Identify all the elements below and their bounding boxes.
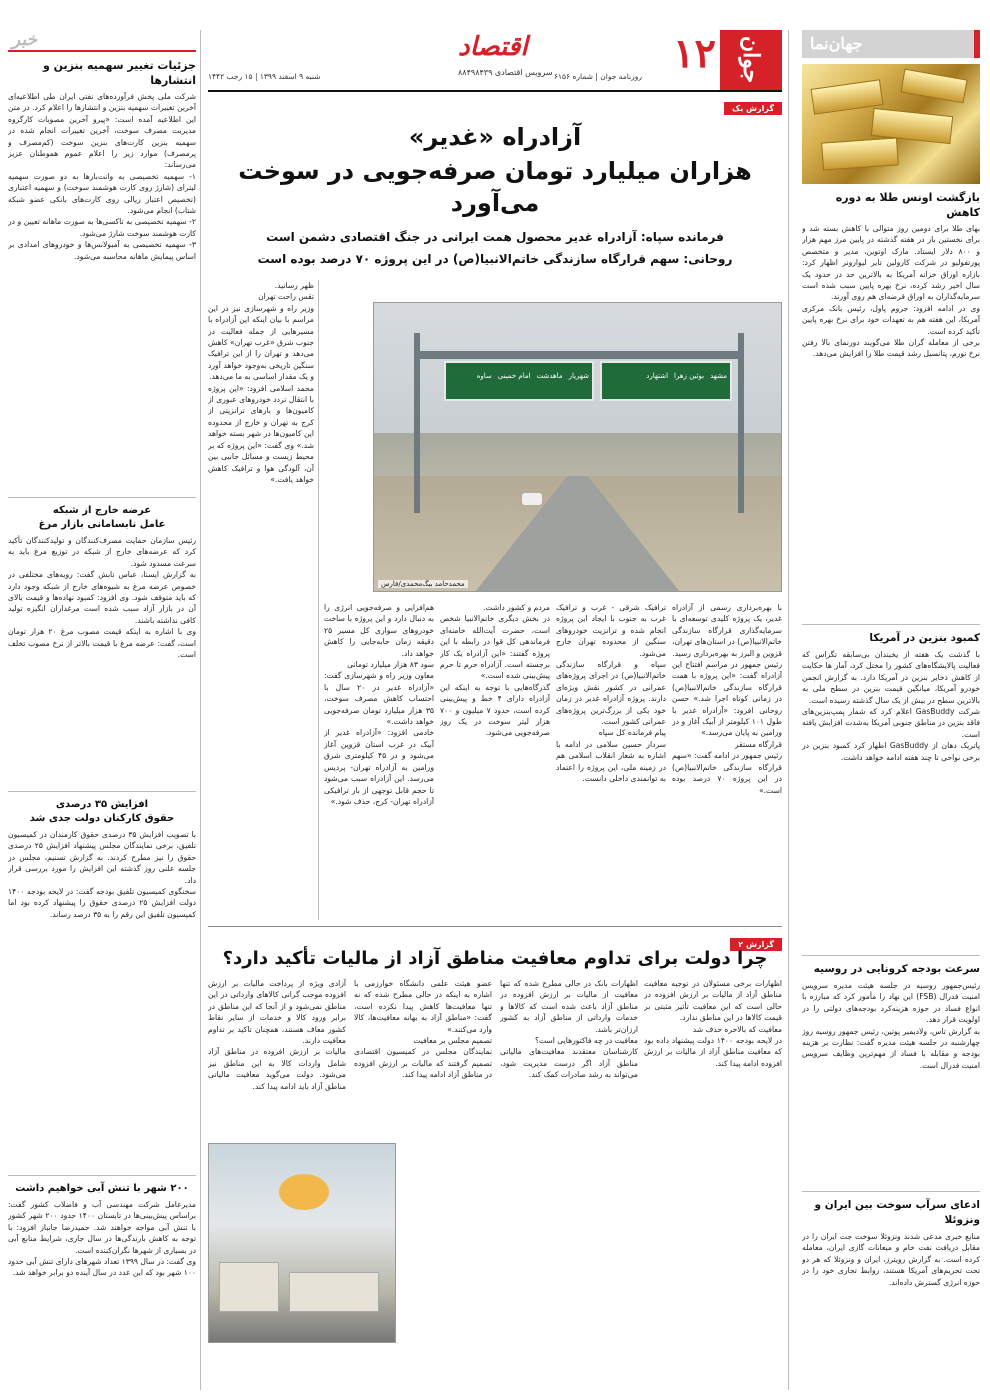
article-column-2: هم‌افزایی و صرفه‌جویی انرژی را به دنبال دارد و این پروژه با ساخت خودروهای سواری کل مسیر ۲۵ دقیقه زمان جابه‌جایی را کاهش خواهد داد. سود ۸۳ هزار میلیارد تومانی معاون وزیر راه و شهرسازی گفت: «آزادراه غدیر در ۲۰ سال با احتساب کاهش مصرف سوخت، ۳۵ هزار میلیارد تومان صرفه‌جویی خواهد داشت.» خادمی افزود: «آزادراه غدیر از آبیک در غرب استان قزوین آغاز می‌شود و در ۴۵ کیلومتری شرق ورامین به آزادراه تهران- پردیس می‌رسد. این آزادراه سبب می‌شود تا حجم قابل توجهی از بار ترافیکی آزادراه تهران- کرج، حذف شود.» [324, 603, 434, 806]
masthead [208, 30, 782, 92]
service-phone: سرویس اقتصادی ۸۸۴۹۸۴۳۹ [458, 68, 553, 77]
section-label: جهان‌نما [810, 34, 863, 53]
story-2-title: کمبود بنزین در آمریکا [869, 632, 980, 644]
story-3-title: افزایش ۳۵ درصدی [55, 799, 149, 810]
story-1-body: شرکت ملی پخش فرآورده‌های نفتی ایران طی اطلاعیه‌ای آخرین تغییرات سهمیه بنزین و انتشارها را اعلام کرد. در متن این اطلاعیه آمده است: «پیرو آخرین مصوبات کارگروه مدیریت مصرف سوخت، آخرین تغییرات انجام شده در سهمیه بنزین کارت‌های بنزین سوخت (کم‌مصرف و پرمصرف) موارد زیر را اعلام عموم هموطنان عزیز می‌رساند: ۱- سهمیه تخصیصی به وانت‌بارها به دو صورت سهمیه لیترای (شارژ روی کارت هوشمند سوخت) و سهمیه اعتباری (تخصیص اعتبار ریالی روی کارت‌های بانکی عضو شبکه شتاب) انجام می‌شود. ۲- سهمیه تخصیصی به تاکسی‌ها به صورت ماهانه تعیین و در کارت هوشمند سوخت شارژ می‌شود. ۳- سهمیه تخصیصی به آمبولانس‌ها و خودروهای امدادی بر اساس پیمایش ماهانه محاسبه می‌شود. [8, 92, 196, 261]
story-4-body: منابع خبری مدعی شدند ونزوئلا سوخت جت ایران را در مقابل دریافت نفت خام و میعانات گازی ایران، معامله کرده است. به گزارش رویترز، ایران و ونزوئلا که هر دو تحت تحریم‌های آمریکا هستند، روابط تجاری خود را در حوزه انرژی گسترش داده‌اند. [802, 1232, 980, 1287]
subheadline-2: روحانی: سهم قرارگاه سازندگی خاتم‌الانبیا(ص) در این پروژه ۷۰ درصد بوده است [257, 252, 733, 266]
jahan-nama-header [802, 30, 980, 58]
page-section-name: اقتصاد [458, 32, 528, 62]
photo-caption: محمدحامد بیگ‌محمدی/فارس [378, 580, 468, 588]
story-3-body: رئیس‌جمهور روسیه در جلسه هیئت مدیره سرویس امنیت فدرال (FSB) این نهاد را مأمور کرد که مبارزه با انواع فساد در حوزه هزینه‌کرد بودجه‌های دولتی را در اولویت قرار دهد. به گزارش تاس، ولادیمیر پوتین، رئیس جمهور روسیه روز چهارشنبه در جلسه هیئت مدیره گفت: نظارت بر هزینه بودجه و مقابله با فساد از مهم‌ترین وظایف سرویس امنیت فدرال است. [802, 981, 980, 1070]
sign-label: بوئین زهرا [674, 372, 705, 380]
report-2-kicker: گزارش ۲ [730, 938, 782, 951]
right-column [802, 30, 980, 1390]
section-label: خبر [12, 30, 38, 50]
sign-label: امام خمینی [497, 372, 531, 380]
gold-bars-photo [802, 64, 980, 184]
subheadline-1: فرمانده سپاه: آزادراه غدیر محصول همت ایرانی در جنگ اقتصادی دشمن است [266, 230, 724, 244]
headline: هزاران میلیارد تومان صرفه‌جویی در سوخت می‌آورد [238, 157, 752, 217]
sign-label: ماهدشت [536, 372, 563, 380]
story-1-title: جزئیات تغییر سهمیه بنزین و انتشارها [42, 59, 196, 87]
divider [802, 1191, 980, 1192]
story-2-subtitle: عامل نابسامانی بازار مرغ [38, 519, 166, 530]
story-1-body: بهای طلا برای دومین روز متوالی با کاهش بسته شد و برای نخستین بار در هفته گذشته در پایین مرز مهم هزار و ۸۰۰ دلار ایستاد. مارک اوتوین، مدیر و متخصص پورتفولیو در شرکت کارولین تایر لیوارونر اظهار کرد: بازاره اوراق خزانه آمریکا به بالاترین حد در حدود یک سال اخیر رشد کرده، نرخ بهره پایین سبب شده است سرمایه‌گذاران به اوراق قرضه‌ای هم روی آورند. وی در ادامه افزود: جروم پاول، رئیس بانک مرکزی آمریکا، این هفته هم به تعهدات خود برای نرخ بهره پایین تأکید کرده است. برخی از معامله گران طلا می‌گویند دورنمای بالا رفتن نرخ تورم، پتانسیل رشد قیمت طلا را افزایش می‌دهد. [802, 224, 980, 359]
main-article [208, 280, 782, 948]
report-kicker: گزارش یک [724, 102, 782, 115]
article-2-headline: چرا دولت برای تداوم معافیت مناطق آزاد از مالیات تأکید دارد؟ [222, 948, 768, 969]
freeway-photo [373, 302, 782, 592]
red-marker [974, 30, 980, 58]
article-column-3: مردم و کشور داشت. در بخش دیگری خاتم‌الانبیا شخص است، حضرت آیت‌الله خامنه‌ای فرماندهی کل قوا در رابطه با این پروژه گفتند: «این آزادراه یک کار برجسته است. آزادراه حرم تا حرم پیش‌بینی شده است.» گذرگاه‌هایی با توجه به اینکه این آزادراه دارای ۴ خط و پیش‌بینی کرده است، حدود ۷ میلیون و ۷۰۰ هزار لیتر سوخت در یک روز صرفه‌جویی می‌شود. [440, 603, 550, 738]
story-4-title: ۲۰۰ شهر با تنش آبی خواهیم داشت [15, 1183, 189, 1194]
newspaper-logo: جوان [720, 30, 782, 90]
story-3-title: سرعت بودجه کرونایی در روسیه [813, 963, 980, 975]
article-2-column-4: اظهارات برخی مسئولان در توجیه معافیت مناطق آزاد از مالیات بر ارزش افزوده در حالی است که این معافیت تأثیر مثبتی بر قیمت کالاها در این مناطق ندارد. معافیت که بالاخره حذف شد در لایحه بودجه ۱۴۰۰ دولت پیشنهاد داده بود که معافیت مناطق آزاد از مالیات بر ارزش افزوده ادامه پیدا کند. [644, 979, 782, 1068]
article-2-column-1: آزادی ویژه از پرداخت مالیات بر ارزش افزوده موجب گرانی کالاهای وارداتی در این مناطق نمی‌شود و از آنجا که این مناطق در برابر ورود کالا و خدمات از سایر نقاط کشور معاف هستند، همچنان تاکید بر تداوم معافیت دارند. مالیات بر ارزش افزوده در مناطق آزاد شامل واردات کالا به این مناطق نیز می‌شود. دولت می‌گوید معافیت مالیاتی مناطق آزاد باید ادامه پیدا کند. [208, 979, 346, 1091]
article-column-1: ظهر رسانید. تقس راحت تهران وزیر راه و شهرسازی نیز در این مراسم با بیان اینکه این آزادراه با مسیرهایی از جمله فعالیت در جنوب شرق «غرب تهران» کاهش می‌دهد و تهران را از این ترافیک سنگین تاریخی به‌وجود خواهد آورد و یک مقدار اساسی به ما می‌دهد. محمد اسلامی افزود: «این پروژه با انتقال تردد خودروهای عبوری از کامیون‌ها و بارهای ترانزیتی از کرج به تهران و خارج از محدوده این کامیون‌ها در شهر بسته خواهد شد.» وی گفت: «این پروژه که بر محیط زیست و مسائل جانبی بین آن، آلودگی هوا و ترافیک کاهش خواهد یافت.» [208, 281, 314, 484]
story-3-subtitle: حقوق کارکنان دولت جدی شد [29, 813, 175, 824]
divider [802, 955, 980, 956]
issue-date: شنبه ۹ اسفند ۱۳۹۹ | ۱۵ رجب ۱۴۴۲ [208, 72, 321, 81]
article-column-4: ترافیک شرقی - غرب و ترافیک غرب به جنوب با ایجاد این پروژه انجام شده و ترانزیت خودروهای سنگین از محدوده تهران خارج می‌شود. سپاه و قرارگاه سازندگی خاتم‌الانبیا(ص) در اجرای پروژه‌های عمرانی در کشور نقش ویژه‌ای دارند. پروژه آزادراه غدیر در زمان خود یکی از بزرگ‌ترین پروژه‌های عمرانی کشور است. پیام فرمانده کل سپاه سردار حسین سلامی در ادامه با اشاره به شعار انقلاب اسلامی هم در زمینه ملی، این پروژه را اعتماد به توانمندی داخلی دانست. [556, 603, 666, 784]
main-content [208, 30, 782, 1390]
article-2-column-3: اظهارات بانک در حالی مطرح شده که تنها معافیت از مالیات بر ارزش افزوده در مناطق آزاد باعث شده است که کالاها و خدمات وارداتی از مناطق آزاد به کشور ارزان‌تر باشد. معافیت در چه فاکتورهایی است؟ کارشناسان معتقدند معافیت‌های مالیاتی مناطق آزاد اگر درست مدیریت شود، می‌تواند به رشد صادرات کمک کند. [500, 979, 638, 1080]
khabar-header [8, 30, 196, 52]
story-2-title: عرضه خارج از شبکه [52, 505, 152, 516]
second-article [208, 978, 782, 1390]
car [522, 493, 542, 505]
sign-label: مشهد [710, 372, 727, 380]
highway-sign-left [444, 361, 594, 401]
headline-supertitle: آزادراه «غدیر» [408, 123, 582, 151]
issue-info: روزنامه جوان | شماره ۶۱۵۶ [553, 72, 642, 81]
story-4-title: ادعای سرآب سوخت بین ایران و ونزوئلا [814, 1199, 980, 1226]
article-2-column-2: عضو هیئت علمی دانشگاه خوارزمی با اشاره به اینکه در حالی مطرح شده که نه تنها معافیت‌ها کاهش پیدا نکرده است، گفت: «مناطق آزاد به بهانه معافیت‌ها، کالا وارد می‌کنند.» تصمیم مجلس بر معافیت نمایندگان مجلس در کمیسیون اقتصادی تصمیم گرفتند که مالیات بر ارزش افزوده در مناطق آزاد ادامه پیدا کند. [354, 979, 492, 1080]
article-column-5: با بهره‌برداری رسمی از آزادراه غدیر، یک پروژه کلیدی توسعه‌ای با سرمایه‌گذاری قرارگاه سازندگی خاتم‌الانبیا(ص) در استان‌های تهران، قزوین و البرز به بهره‌برداری رسید. رئیس جمهور در مراسم افتتاح این آزادراه گفت: «این پروژه با همت قرارگاه سازندگی خاتم‌الانبیا(ص) در زمانی کوتاه اجرا شد.» حسن روحانی افزود: «آزادراه غدیر با طول ۱۰۱ کیلومتر از آبیک آغاز و در ورامین به پایان می‌رسد.» قرارگاه مستقر رئیس جمهور در ادامه گفت: «سهم قرارگاه سازندگی خاتم‌الانبیا(ص) در این پروژه ۷۰ درصد بوده است.» [672, 603, 782, 795]
story-1-title: بازگشت اونس طلا به دوره کاهش [835, 191, 980, 219]
sign-label: اشتهارد [646, 372, 669, 380]
sign-label: شهریار [568, 372, 589, 380]
left-column [8, 30, 196, 1390]
page-number: ۱۲ [673, 30, 716, 77]
highway-sign-right [600, 361, 732, 401]
story-2-body: با گذشت یک هفته از یخبندان بی‌سابقه تگزاس که فعالیت پالایشگاه‌های کشور را مختل کرد، آمار ها حکایت از کاهش ذخایر بنزین در آمریکا دارد. به گزارش انجمن خودرو آمریکا، میانگین قیمت بنزین در سطح ملی به بالاترین سطح در بیش از یک سال گذشته رسیده است. شرکت GasBuddy اعلام کرد که شمار پمپ‌بنزین‌های فاقد بنزین در مناطق جنوبی آمریکا به‌شدت افزایش یافته است. پاتریک دهان از GasBuddy اظهار کرد کمبود بنزین در برخی نواحی تا چند هفته ادامه خواهد داشت. [802, 650, 980, 762]
story-2-body: رئیس سازمان حمایت مصرف‌کنندگان و تولیدکنندگان تأکید کرد که عرضه‌های خارج از شبکه در توزیع مرغ باید به سرعت مسدود شود. به گزارش ایسنا، عباس تابش گفت: رویه‌های مختلفی در خصوص عرضه مرغ به شیوه‌های خارج از شبکه وجود دارد که باید متوقف شود. وی افزود: کمبود نهاده‌ها و قیمت بالای آن در بازار آزاد سبب شده است مرغداران انگیزه تولید کافی نداشته باشند. وی با اشاره به اینکه قیمت مصوب مرغ ۲۰ هزار تومان است، گفت: عرضه مرغ با قیمت بالاتر از نرخ مصوب تخلف است. [8, 536, 196, 660]
sign-label: ساوه [476, 372, 492, 380]
story-3-body: با تصویب افزایش ۳۵ درصدی حقوق کارمندان در کمیسیون تلفیق، برخی نمایندگان مجلس پیشنهاد افزایش ۲۵ درصدی حقوق را نیز مطرح کردند. به گزارش تسنیم، مجلس در جلسه علنی روز گذشته این افزایش را مورد بررسی قرار داد. سخنگوی کمیسیون تلفیق بودجه گفت: در لایحه بودجه ۱۴۰۰ دولت افزایش ۲۵ درصدی حقوق را پیشنهاد کرده بود اما کمیسیون تلفیق این رقم را به ۳۵ درصد رساند. [8, 830, 196, 919]
divider [802, 624, 980, 625]
story-4-body: مدیرعامل شرکت مهندسی آب و فاضلاب کشور گفت: براساس پیش‌بینی‌ها در تابستان ۱۴۰۰ حدود ۲۰۰ شهر کشور با تنش آبی مواجه خواهند شد. حمیدرضا جانباز افزود: با توجه به کاهش بارندگی‌ها در سال جاری، شرایط منابع آبی در بسیاری از شهرها نگران‌کننده است. وی گفت: در سال ۱۳۹۹ تعداد شهرهای دارای تنش آبی حدود ۱۰۰ شهر بود که این عدد در سال آینده دو برابر خواهد شد. [8, 1200, 196, 1278]
